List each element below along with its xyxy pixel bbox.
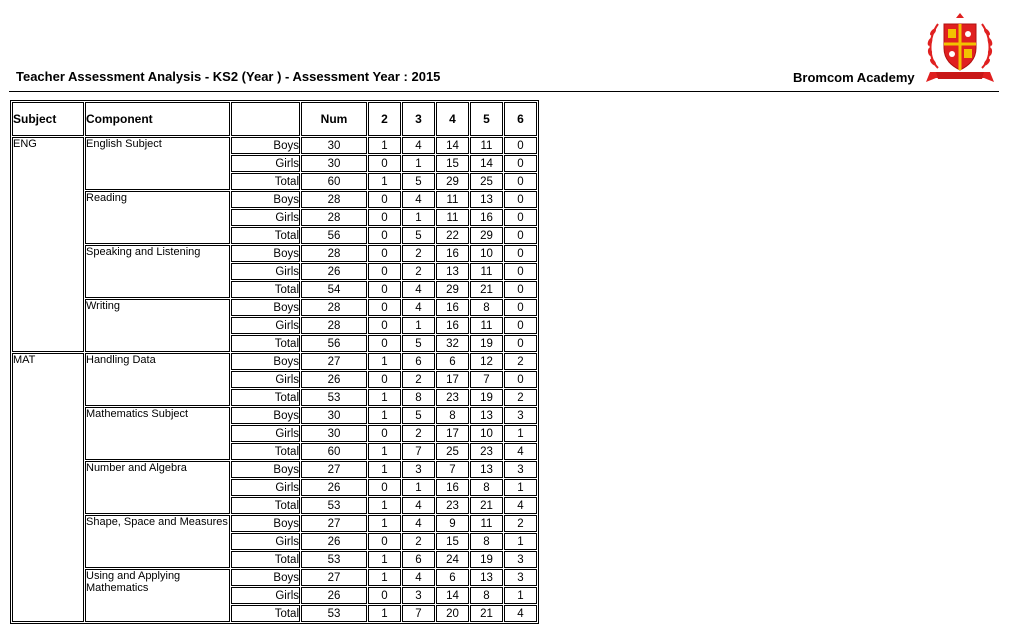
level-3-cell: 4 — [402, 281, 435, 298]
level-2-cell: 1 — [368, 461, 401, 478]
group-cell: Boys — [231, 353, 300, 370]
level-5-cell: 19 — [470, 389, 503, 406]
level-6-cell: 1 — [504, 479, 537, 496]
num-cell: 53 — [301, 551, 367, 568]
level-2-cell: 0 — [368, 191, 401, 208]
group-cell: Girls — [231, 209, 300, 226]
level-2-cell: 1 — [368, 497, 401, 514]
level-3-cell: 5 — [402, 227, 435, 244]
level-2-cell: 0 — [368, 425, 401, 442]
component-cell: English Subject — [85, 137, 230, 190]
level-3-cell: 2 — [402, 263, 435, 280]
level-5-cell: 12 — [470, 353, 503, 370]
level-6-cell: 0 — [504, 209, 537, 226]
level-4-cell: 16 — [436, 317, 469, 334]
level-6-cell: 0 — [504, 263, 537, 280]
level-6-cell: 4 — [504, 497, 537, 514]
table-row — [12, 515, 537, 532]
level-5-cell: 19 — [470, 335, 503, 352]
table-row — [12, 137, 537, 154]
num-cell: 26 — [301, 263, 367, 280]
level-4-cell: 13 — [436, 263, 469, 280]
group-cell: Total — [231, 551, 300, 568]
level-3-cell: 3 — [402, 461, 435, 478]
level-5-cell: 11 — [470, 317, 503, 334]
group-cell: Boys — [231, 515, 300, 532]
level-6-cell: 0 — [504, 299, 537, 316]
num-cell: 27 — [301, 353, 367, 370]
group-cell: Boys — [231, 191, 300, 208]
level-4-cell: 7 — [436, 461, 469, 478]
level-2-cell: 0 — [368, 263, 401, 280]
header-component: Component — [85, 102, 230, 136]
num-cell: 30 — [301, 155, 367, 172]
level-4-cell: 29 — [436, 281, 469, 298]
level-5-cell: 21 — [470, 497, 503, 514]
level-4-cell: 16 — [436, 245, 469, 262]
level-6-cell: 0 — [504, 245, 537, 262]
level-3-cell: 1 — [402, 209, 435, 226]
level-2-cell: 0 — [368, 281, 401, 298]
num-cell: 27 — [301, 461, 367, 478]
level-5-cell: 13 — [470, 461, 503, 478]
level-3-cell: 7 — [402, 443, 435, 460]
num-cell: 53 — [301, 497, 367, 514]
level-3-cell: 4 — [402, 137, 435, 154]
level-4-cell: 22 — [436, 227, 469, 244]
level-5-cell: 14 — [470, 155, 503, 172]
level-2-cell: 0 — [368, 227, 401, 244]
level-4-cell: 25 — [436, 443, 469, 460]
table-row — [12, 299, 537, 316]
school-crest-icon — [924, 12, 996, 88]
level-2-cell: 0 — [368, 155, 401, 172]
level-4-cell: 16 — [436, 299, 469, 316]
level-6-cell: 2 — [504, 515, 537, 532]
group-cell: Boys — [231, 137, 300, 154]
level-2-cell: 0 — [368, 587, 401, 604]
level-4-cell: 23 — [436, 389, 469, 406]
group-cell: Girls — [231, 155, 300, 172]
group-cell: Total — [231, 335, 300, 352]
component-cell: Writing — [85, 299, 230, 352]
level-2-cell: 1 — [368, 137, 401, 154]
level-2-cell: 1 — [368, 389, 401, 406]
level-3-cell: 5 — [402, 407, 435, 424]
header-level-3: 3 — [402, 102, 435, 136]
level-2-cell: 0 — [368, 317, 401, 334]
header-level-6: 6 — [504, 102, 537, 136]
num-cell: 60 — [301, 173, 367, 190]
level-4-cell: 11 — [436, 191, 469, 208]
num-cell: 28 — [301, 191, 367, 208]
level-5-cell: 29 — [470, 227, 503, 244]
num-cell: 56 — [301, 335, 367, 352]
level-2-cell: 1 — [368, 605, 401, 622]
level-2-cell: 1 — [368, 443, 401, 460]
subject-cell: MAT — [12, 353, 84, 622]
level-2-cell: 1 — [368, 515, 401, 532]
level-4-cell: 29 — [436, 173, 469, 190]
level-6-cell: 0 — [504, 281, 537, 298]
table-row — [12, 191, 537, 208]
level-6-cell: 3 — [504, 569, 537, 586]
level-6-cell: 4 — [504, 443, 537, 460]
level-6-cell: 0 — [504, 191, 537, 208]
level-4-cell: 24 — [436, 551, 469, 568]
level-6-cell: 3 — [504, 551, 537, 568]
level-4-cell: 32 — [436, 335, 469, 352]
level-2-cell: 1 — [368, 353, 401, 370]
level-4-cell: 17 — [436, 425, 469, 442]
num-cell: 28 — [301, 245, 367, 262]
group-cell: Girls — [231, 263, 300, 280]
component-cell: Speaking and Listening — [85, 245, 230, 298]
component-cell: Mathematics Subject — [85, 407, 230, 460]
level-3-cell: 7 — [402, 605, 435, 622]
table-row — [12, 407, 537, 424]
level-4-cell: 14 — [436, 587, 469, 604]
level-6-cell: 1 — [504, 533, 537, 550]
table-body — [12, 137, 537, 622]
group-cell: Boys — [231, 569, 300, 586]
level-3-cell: 6 — [402, 551, 435, 568]
num-cell: 26 — [301, 479, 367, 496]
num-cell: 26 — [301, 533, 367, 550]
group-cell: Boys — [231, 407, 300, 424]
level-2-cell: 1 — [368, 551, 401, 568]
header-subject: Subject — [12, 102, 84, 136]
group-cell: Boys — [231, 245, 300, 262]
group-cell: Total — [231, 389, 300, 406]
table-row — [12, 569, 537, 586]
level-6-cell: 1 — [504, 425, 537, 442]
num-cell: 30 — [301, 407, 367, 424]
num-cell: 60 — [301, 443, 367, 460]
level-6-cell: 0 — [504, 173, 537, 190]
level-5-cell: 21 — [470, 281, 503, 298]
level-6-cell: 0 — [504, 335, 537, 352]
level-4-cell: 9 — [436, 515, 469, 532]
header-level-5: 5 — [470, 102, 503, 136]
component-cell: Handling Data — [85, 353, 230, 406]
level-2-cell: 1 — [368, 569, 401, 586]
level-4-cell: 14 — [436, 137, 469, 154]
level-3-cell: 3 — [402, 587, 435, 604]
level-3-cell: 2 — [402, 533, 435, 550]
num-cell: 56 — [301, 227, 367, 244]
level-3-cell: 5 — [402, 173, 435, 190]
header-rule — [9, 91, 999, 92]
group-cell: Boys — [231, 461, 300, 478]
level-5-cell: 16 — [470, 209, 503, 226]
subject-cell: ENG — [12, 137, 84, 352]
level-5-cell: 13 — [470, 407, 503, 424]
level-6-cell: 0 — [504, 371, 537, 388]
table-row — [12, 245, 537, 262]
level-2-cell: 1 — [368, 407, 401, 424]
level-5-cell: 19 — [470, 551, 503, 568]
level-4-cell: 16 — [436, 479, 469, 496]
level-3-cell: 2 — [402, 245, 435, 262]
level-5-cell: 7 — [470, 371, 503, 388]
group-cell: Total — [231, 605, 300, 622]
group-cell: Girls — [231, 317, 300, 334]
group-cell: Total — [231, 443, 300, 460]
level-4-cell: 17 — [436, 371, 469, 388]
group-cell: Girls — [231, 371, 300, 388]
group-cell: Total — [231, 281, 300, 298]
level-3-cell: 4 — [402, 299, 435, 316]
level-3-cell: 2 — [402, 425, 435, 442]
component-cell: Number and Algebra — [85, 461, 230, 514]
assessment-table — [10, 100, 539, 624]
num-cell: 26 — [301, 371, 367, 388]
num-cell: 28 — [301, 209, 367, 226]
num-cell: 28 — [301, 317, 367, 334]
table-row — [12, 461, 537, 478]
level-6-cell: 1 — [504, 587, 537, 604]
level-2-cell: 0 — [368, 209, 401, 226]
level-5-cell: 8 — [470, 533, 503, 550]
level-3-cell: 1 — [402, 479, 435, 496]
num-cell: 30 — [301, 425, 367, 442]
num-cell: 53 — [301, 605, 367, 622]
level-5-cell: 11 — [470, 263, 503, 280]
level-3-cell: 4 — [402, 569, 435, 586]
level-5-cell: 23 — [470, 443, 503, 460]
level-3-cell: 4 — [402, 497, 435, 514]
level-5-cell: 11 — [470, 515, 503, 532]
school-name: Bromcom Academy — [793, 70, 915, 85]
level-5-cell: 13 — [470, 191, 503, 208]
header-group — [231, 102, 300, 136]
level-4-cell: 6 — [436, 569, 469, 586]
level-5-cell: 8 — [470, 299, 503, 316]
table-header-row — [12, 102, 537, 136]
level-4-cell: 23 — [436, 497, 469, 514]
level-6-cell: 2 — [504, 353, 537, 370]
level-2-cell: 0 — [368, 479, 401, 496]
level-5-cell: 10 — [470, 425, 503, 442]
level-6-cell: 0 — [504, 137, 537, 154]
num-cell: 53 — [301, 389, 367, 406]
num-cell: 30 — [301, 137, 367, 154]
level-3-cell: 1 — [402, 317, 435, 334]
level-5-cell: 8 — [470, 587, 503, 604]
level-3-cell: 4 — [402, 515, 435, 532]
level-3-cell: 8 — [402, 389, 435, 406]
level-6-cell: 3 — [504, 461, 537, 478]
level-2-cell: 0 — [368, 299, 401, 316]
num-cell: 27 — [301, 515, 367, 532]
num-cell: 26 — [301, 587, 367, 604]
report-title: Teacher Assessment Analysis - KS2 (Year ) - Assessment Year : 2015 — [16, 69, 441, 84]
component-cell: Reading — [85, 191, 230, 244]
group-cell: Total — [231, 227, 300, 244]
header-level-2: 2 — [368, 102, 401, 136]
level-6-cell: 0 — [504, 317, 537, 334]
num-cell: 27 — [301, 569, 367, 586]
num-cell: 28 — [301, 299, 367, 316]
level-3-cell: 2 — [402, 371, 435, 388]
group-cell: Girls — [231, 425, 300, 442]
level-5-cell: 21 — [470, 605, 503, 622]
level-5-cell: 25 — [470, 173, 503, 190]
group-cell: Total — [231, 497, 300, 514]
level-3-cell: 1 — [402, 155, 435, 172]
level-3-cell: 4 — [402, 191, 435, 208]
level-2-cell: 0 — [368, 533, 401, 550]
level-5-cell: 13 — [470, 569, 503, 586]
level-6-cell: 3 — [504, 407, 537, 424]
level-2-cell: 0 — [368, 371, 401, 388]
level-4-cell: 15 — [436, 533, 469, 550]
level-3-cell: 6 — [402, 353, 435, 370]
header-level-4: 4 — [436, 102, 469, 136]
level-2-cell: 0 — [368, 335, 401, 352]
component-cell: Shape, Space and Measures — [85, 515, 230, 568]
level-2-cell: 1 — [368, 173, 401, 190]
group-cell: Girls — [231, 479, 300, 496]
level-6-cell: 4 — [504, 605, 537, 622]
level-6-cell: 0 — [504, 155, 537, 172]
level-4-cell: 6 — [436, 353, 469, 370]
level-4-cell: 15 — [436, 155, 469, 172]
group-cell: Total — [231, 173, 300, 190]
level-4-cell: 11 — [436, 209, 469, 226]
level-6-cell: 0 — [504, 227, 537, 244]
level-5-cell: 11 — [470, 137, 503, 154]
component-cell: Using and Applying Mathematics — [85, 569, 230, 622]
table-row — [12, 353, 537, 370]
level-6-cell: 2 — [504, 389, 537, 406]
level-3-cell: 5 — [402, 335, 435, 352]
group-cell: Boys — [231, 299, 300, 316]
level-5-cell: 8 — [470, 479, 503, 496]
header-num: Num — [301, 102, 367, 136]
level-5-cell: 10 — [470, 245, 503, 262]
num-cell: 54 — [301, 281, 367, 298]
level-2-cell: 0 — [368, 245, 401, 262]
level-4-cell: 20 — [436, 605, 469, 622]
group-cell: Girls — [231, 587, 300, 604]
level-4-cell: 8 — [436, 407, 469, 424]
group-cell: Girls — [231, 533, 300, 550]
